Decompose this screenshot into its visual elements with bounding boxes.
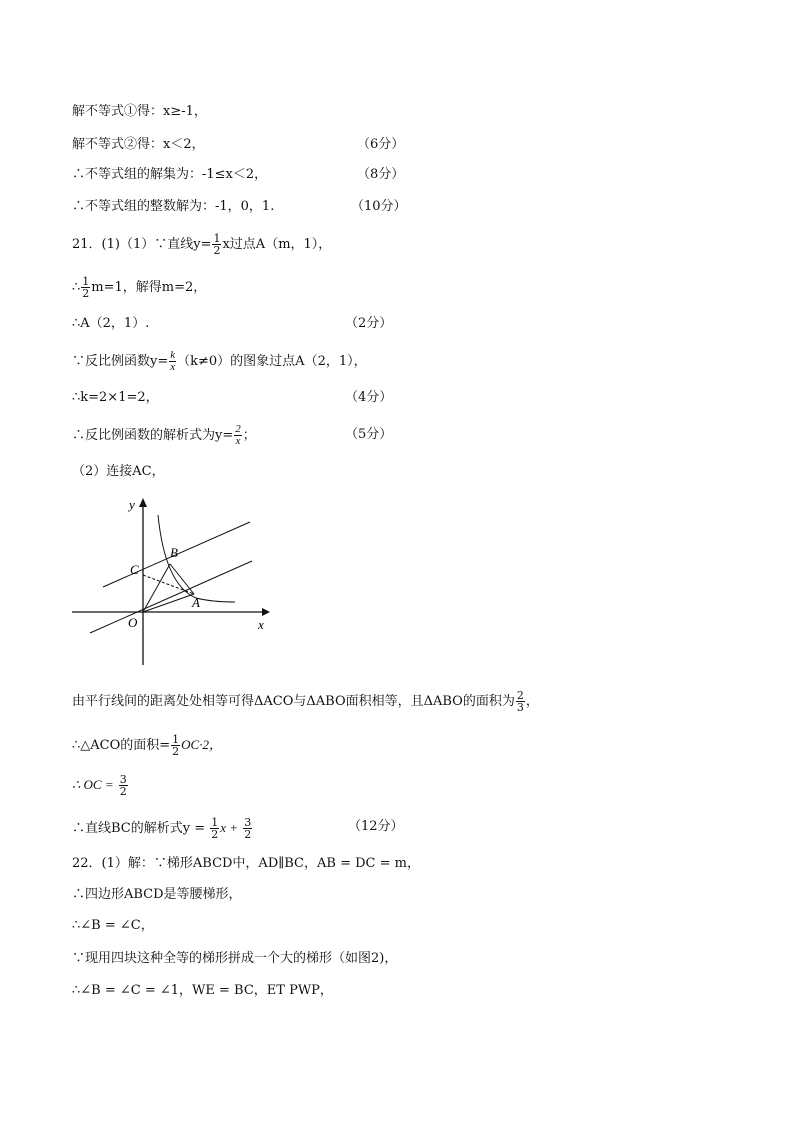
score-5: （5分）: [345, 427, 393, 442]
fraction: $\frac{2}{x}$: [235, 423, 241, 447]
q21-line-7: （2）连接AC，: [72, 464, 165, 479]
fraction: $\frac{1}{2}$: [82, 275, 90, 300]
score-10: （10分）: [351, 199, 407, 214]
text-line-3: ∴不等式组的解集为：-1≤x＜2，: [72, 167, 268, 182]
q21-line-5: ∴k=2×1=2，: [72, 390, 159, 405]
label-o: O: [128, 615, 138, 630]
fraction: $\frac{k}{x}$: [170, 349, 176, 373]
label-b: B: [170, 545, 178, 560]
score-12: （12分）: [348, 819, 404, 834]
q21-line-8: 由平行线间的距离处处相等可得ΔACO与ΔABO面积相等，且ΔABO的面积为 $\frac{2}{3}$ ，: [72, 689, 539, 714]
x-axis-arrow: [262, 608, 270, 616]
fraction: $\frac{1}{2}$: [211, 816, 219, 841]
label-y: y: [129, 497, 135, 512]
label-a: A: [192, 595, 200, 610]
q22-line-1: 22．(1）解：∵梯形ABCD中，AD∥BC，AB = DC = m，: [72, 856, 420, 871]
coordinate-figure: [70, 495, 270, 670]
label-c: C: [130, 562, 139, 577]
fraction: $\frac{1}{2}$: [213, 232, 221, 257]
q21-line-6: ∴反比例函数的解析式为y= $\frac{2}{x}$ ；: [72, 423, 256, 447]
q21-line-9: ∴△ACO的面积= $\frac{1}{2}$ OC·2，: [72, 733, 222, 758]
fraction: $\frac{2}{3}$: [516, 689, 524, 714]
score-6: （6分）: [357, 137, 405, 152]
q22-line-5: ∴∠B = ∠C = ∠1，WE = BC，ET PWP，: [72, 983, 333, 998]
q21-line-3: ∴A（2，1）.: [72, 316, 150, 331]
q21-line-11: ∴直线BC的解析式y = $\frac{1}{2}$ x + $\frac{3}{2}$: [72, 816, 252, 841]
q21-line-10: ∴ OC = $\frac{3}{2}$: [72, 773, 127, 798]
y-axis-arrow: [139, 498, 147, 507]
text-line-1: 解不等式①得：x≥-1，: [72, 104, 207, 119]
q21-line-2: ∴ $\frac{1}{2}$ m=1，解得m=2，: [72, 275, 207, 300]
fraction: $\frac{1}{2}$: [172, 733, 180, 758]
segment-ob: [143, 564, 170, 612]
segment-oa: [143, 594, 194, 612]
text-line-4: ∴不等式组的整数解为：-1，0，1.: [72, 199, 275, 214]
q21-line-1: 21．(1)（1）∵直线y= $\frac{1}{2}$ x过点A（m，1），: [72, 232, 332, 257]
score-2: （2分）: [345, 316, 393, 331]
fraction: $\frac{3}{2}$: [244, 816, 252, 841]
q22-line-4: ∵现用四块这种全等的梯形拼成一个大的梯形（如图2)，: [72, 951, 398, 966]
q22-line-3: ∴∠B = ∠C，: [72, 918, 154, 933]
score-8: （8分）: [357, 167, 405, 182]
fraction: $\frac{3}{2}$: [119, 773, 127, 798]
text-line-2: 解不等式②得：x＜2，: [72, 137, 205, 152]
label-x: x: [258, 617, 264, 632]
q22-line-2: ∴四边形ABCD是等腰梯形，: [72, 887, 242, 902]
score-4: （4分）: [345, 390, 393, 405]
q21-line-4: ∵反比例函数y= $\frac{k}{x}$ （k≠0）的图象过点A（2，1），: [72, 349, 367, 373]
